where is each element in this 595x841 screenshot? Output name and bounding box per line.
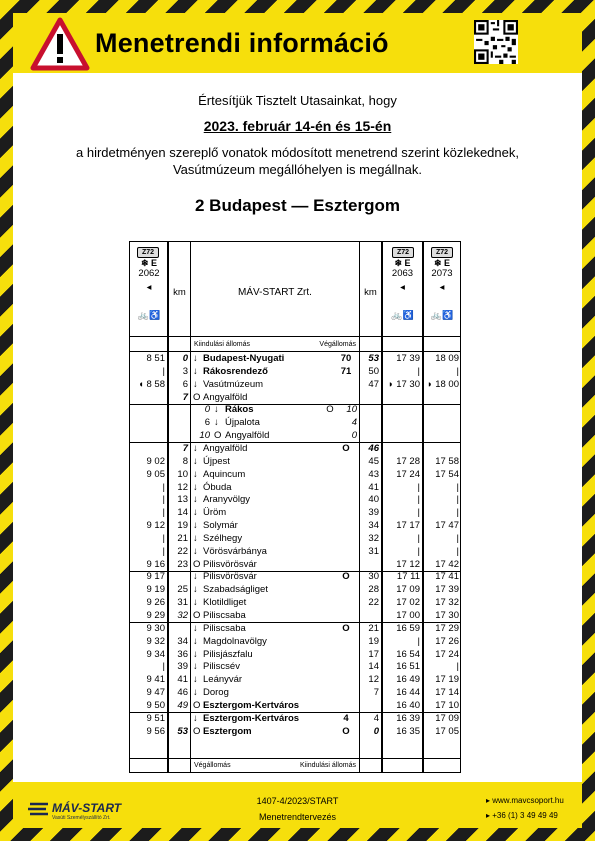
train-time-left: | xyxy=(162,494,165,506)
direction-marker: ↓ xyxy=(193,507,198,519)
footer-direction-left: Végállomás xyxy=(194,762,231,769)
km-right: 28 xyxy=(368,584,379,596)
train-time-right-1: 16 35 xyxy=(396,725,420,737)
station-name: Újpest xyxy=(203,455,230,467)
timetable-badge: Z72 xyxy=(431,247,453,258)
website-link[interactable]: ▸ www.mavcsoport.hu xyxy=(486,796,564,805)
department: Menetrendtervezés xyxy=(258,812,337,822)
km-left: 10 xyxy=(177,468,188,480)
row-divider xyxy=(129,404,461,405)
km-left: 32 xyxy=(177,610,188,621)
train-time-right-1: | xyxy=(417,532,420,544)
station-name: Rákosrendező xyxy=(203,365,268,377)
train-number-right-1: 2063 xyxy=(391,268,414,279)
timetable-badge: Z72 xyxy=(137,247,159,258)
train-time-left: 9 51 xyxy=(146,712,165,724)
train-time-right-1: | xyxy=(417,365,420,377)
station-name: Szabadságliget xyxy=(203,584,268,596)
km-left: 41 xyxy=(177,674,188,686)
train-time-left: 9 34 xyxy=(146,648,165,660)
km-left: 8 xyxy=(182,455,188,467)
train-time-right-2: | xyxy=(456,507,459,519)
station-name: Magdolnavölgy xyxy=(203,635,267,647)
train-number-right-2: 2073 xyxy=(431,268,453,279)
km-right: 41 xyxy=(368,481,379,493)
direction-marker: ↓ xyxy=(193,635,198,647)
station-name: Üröm xyxy=(203,507,227,519)
notice-line-4: Vasútmúzeum megállóhelyen is megállnak. xyxy=(172,162,423,177)
timetable-badge: Z72 xyxy=(392,247,414,258)
train-time-right-1: ◗ 17 30 xyxy=(387,378,420,390)
train-time-left: 9 19 xyxy=(146,584,165,596)
station-name: Leányvár xyxy=(203,674,243,686)
km-right: 47 xyxy=(368,378,379,390)
route-marker: O xyxy=(342,442,350,454)
station-name: Piliscsaba xyxy=(203,610,246,621)
train-time-left: | xyxy=(162,365,165,377)
km-header-right: km xyxy=(364,287,377,298)
train-time-left: | xyxy=(162,545,165,557)
train-time-right-2: 17 54 xyxy=(435,468,459,480)
direction-marker: ↓ xyxy=(193,378,198,390)
document-id: 1407-4/2023/START xyxy=(256,796,339,806)
train-time-left: 9 16 xyxy=(146,558,165,570)
train-time-right-1: 17 00 xyxy=(396,610,420,621)
station-name: Aquincum xyxy=(203,468,246,480)
station-name: Piliscsaba xyxy=(203,622,246,634)
train-time-left: ◖ 8 58 xyxy=(138,378,165,390)
direction-marker: ↓ xyxy=(193,622,198,634)
station-name: Pilisjászfalu xyxy=(203,648,253,660)
train-time-right-2: 17 19 xyxy=(435,674,459,686)
km-right: 53 xyxy=(368,353,379,364)
km-left: 19 xyxy=(177,520,188,532)
km-left: 49 xyxy=(177,699,188,711)
timetable: Z72 ❄ E 2062 ◂ 🚲♿ km MÁV-START Zrt. km Z72 ❄ E 2063 ◂ 🚲♿ Z72 ❄ E 2073 ◂ 🚲♿ Kiindulási állomás Végállomás Végállomás Kiindulási állomás 8 51 0 ↓ Budapest-Nyugati 70 53 17 39 18 09 | 3 ↓ Rákosrendező 71 50 | | ◖ 8 58 6 ↓ Vasútmúzeum 47 ◗ 17 30 ◗ 18 00 7 O Angyalföld 0 ↓ Rákos O 10 6 ↓ Újpalota 4 10 O Angyalföld 0 7 ↓ Angyalföld O 46 9 02 8 ↓ Újpest 45 17 28 17 58 9 05 10 ↓ Aquincum 43 17 24 17 54 | 12 ↓ Óbuda 41 | | | 13 ↓ Aranyvölgy 40 | | | 14 ↓ Üröm 39 | | 9 12 19 ↓ Solymár 34 17 17 17 47 | 21 ↓ Szélhegy 32 | | | 22 ↓ Vörösvárbánya 31 | | 9 16 23 O Pilisvörösvár 17 12 17 42 9 17 ↓ Pilisvörösvár O 30 17 11 17 41 9 19 25 ↓ Szabadságliget 28 17 09 17 39 9 26 31 ↓ Klotildliget 22 17 02 17 32 9 29 32 O Piliscsaba 17 00 17 30 9 30 ↓ Piliscsaba O 21 16 59 17 29 9 32 34 ↓ Magdolnavölgy 19 | 17 26 9 34 36 ↓ Pilisjászfalu 17 16 54 17 24 | 39 ↓ Piliscsév 14 16 51 | 9 41 41 ↓ Leányvár 12 16 49 17 19 9 47 46 ↓ Dorog 7 16 44 17 14 9 50 49 O Esztergom-Kertváros 16 40 17 10 9 51 ↓ Esztergom-Kertváros 4 4 16 39 17 09 9 56 53 O Esztergom O 0 16 35 17 05 xyxy=(0,0,595,841)
train-time-right-1: 17 09 xyxy=(396,584,420,596)
train-time-right-2: 18 09 xyxy=(435,353,459,364)
train-time-right-1: 16 59 xyxy=(396,622,420,634)
km-left: 7 xyxy=(182,442,188,454)
direction-marker: ↓ xyxy=(193,597,198,609)
phone-number: ▸ +36 (1) 3 49 49 49 xyxy=(486,811,558,820)
train-time-right-1: 16 51 xyxy=(396,661,420,673)
station-name: Dorog xyxy=(203,687,229,699)
direction-marker: ↓ xyxy=(193,648,198,660)
train-time-right-1: | xyxy=(417,507,420,519)
direction-right: Végállomás xyxy=(319,341,356,348)
train-time-left: 9 41 xyxy=(146,674,165,686)
train-time-left: | xyxy=(162,481,165,493)
station-name: Pilisvörösvár xyxy=(203,571,257,583)
km-right: 31 xyxy=(368,545,379,557)
km-left: 12 xyxy=(177,481,188,493)
train-time-left: 8 51 xyxy=(146,353,165,364)
footer-direction-right: Kiindulási állomás xyxy=(299,762,356,769)
train-time-right-2: 17 41 xyxy=(435,571,459,583)
direction-marker: O xyxy=(214,430,222,442)
direction-marker: O xyxy=(193,725,201,737)
direction-marker: ↓ xyxy=(193,365,198,377)
route-marker: O xyxy=(342,571,350,583)
km-left: 7 xyxy=(182,391,188,403)
train-time-right-2: 17 10 xyxy=(435,699,459,711)
train-time-right-2: 17 05 xyxy=(435,725,459,737)
operator-name: MÁV-START Zrt. xyxy=(238,287,312,298)
station-name: Újpalota xyxy=(225,417,260,429)
bike-accessible-icon: 🚲♿ xyxy=(430,310,454,320)
km-right: 10 xyxy=(346,404,357,416)
train-time-left: | xyxy=(162,661,165,673)
km-left: 0 xyxy=(182,353,188,364)
train-time-right-2: 17 09 xyxy=(435,712,459,724)
direction-marker: O xyxy=(193,391,201,403)
km-right: 14 xyxy=(368,661,379,673)
km-right: 12 xyxy=(368,674,379,686)
train-time-right-1: 16 39 xyxy=(396,712,420,724)
direction-marker: ↓ xyxy=(193,571,198,583)
km-left: 36 xyxy=(177,648,188,660)
km-right: 45 xyxy=(368,455,379,467)
station-name: Esztergom-Kertváros xyxy=(203,699,300,711)
train-time-left: 9 30 xyxy=(146,622,165,634)
route-marker: 71 xyxy=(340,365,352,377)
route-marker: O xyxy=(326,404,334,416)
km-right: 40 xyxy=(368,494,379,506)
notice-dates: 2023. február 14-én és 15-én xyxy=(203,118,392,134)
direction-marker: ↓ xyxy=(214,404,219,416)
direction-marker: ↓ xyxy=(193,481,198,493)
train-time-right-2: 17 47 xyxy=(435,520,459,532)
station-name: Angyalföld xyxy=(203,391,248,403)
station-name: Solymár xyxy=(203,520,238,532)
train-time-right-1: 16 44 xyxy=(396,687,420,699)
station-name: Aranyvölgy xyxy=(203,494,250,506)
train-time-right-2: 17 42 xyxy=(435,558,459,570)
direction-marker: ↓ xyxy=(193,468,198,480)
train-time-right-1: 17 02 xyxy=(396,597,420,609)
direction-marker: ↓ xyxy=(193,494,198,506)
direction-marker: ↓ xyxy=(193,353,198,364)
direction-marker: ↓ xyxy=(193,520,198,532)
direction-marker: ↓ xyxy=(193,584,198,596)
station-name: Óbuda xyxy=(203,481,232,493)
notice-line-3: a hirdetményen szereplő vonatok módosított menetrend szerint közlekednek, xyxy=(76,145,519,160)
km-right: 21 xyxy=(368,622,379,634)
train-time-right-1: | xyxy=(417,545,420,557)
train-time-left: 9 17 xyxy=(146,571,165,583)
train-time-right-2: 17 30 xyxy=(435,610,459,621)
station-name: Vasútmúzeum xyxy=(203,378,264,390)
train-time-right-1: | xyxy=(417,494,420,506)
route-title: 2 Budapest — Esztergom xyxy=(195,196,400,215)
train-time-right-1: 16 49 xyxy=(396,674,420,686)
train-time-right-2: ◗ 18 00 xyxy=(426,378,459,390)
direction-marker: ↓ xyxy=(193,455,198,467)
km-right: 43 xyxy=(368,468,379,480)
km-right: 7 xyxy=(373,687,379,699)
train-time-right-2: 17 58 xyxy=(435,455,459,467)
route-marker: O xyxy=(342,622,350,634)
train-time-right-2: | xyxy=(456,481,459,493)
km-header-left: km xyxy=(173,287,186,298)
km-right: 50 xyxy=(368,365,379,377)
train-time-right-1: 17 12 xyxy=(396,558,420,570)
station-name: Vörösvárbánya xyxy=(203,545,267,557)
direction-marker: O xyxy=(193,610,201,621)
km-left: 53 xyxy=(177,725,188,737)
km-right: 17 xyxy=(368,648,379,660)
km-left: 14 xyxy=(177,507,188,519)
km-left: 39 xyxy=(177,661,188,673)
km-right: 0 xyxy=(373,725,379,737)
route-marker: 4 xyxy=(343,712,349,724)
station-name: Angyalföld xyxy=(203,442,248,454)
train-time-right-2: | xyxy=(456,365,459,377)
direction-marker: ↓ xyxy=(193,545,198,557)
station-name: Rákos xyxy=(225,404,254,416)
km-left: 10 xyxy=(199,430,210,442)
station-name: Esztergom-Kertváros xyxy=(203,712,300,724)
train-time-left: 9 05 xyxy=(146,468,165,480)
train-time-right-1: 16 40 xyxy=(396,699,420,711)
km-left: 0 xyxy=(204,404,210,416)
train-time-right-2: | xyxy=(456,545,459,557)
km-left: 31 xyxy=(177,597,188,609)
direction-marker: O xyxy=(193,558,201,570)
direction-marker: ↓ xyxy=(193,661,198,673)
station-name: Szélhegy xyxy=(203,532,243,544)
direction-marker: ↓ xyxy=(193,442,198,454)
train-time-right-2: 17 14 xyxy=(435,687,459,699)
train-time-left: 9 50 xyxy=(146,699,165,711)
station-name: Klotildliget xyxy=(203,597,247,609)
page-title: Menetrendi információ xyxy=(95,28,389,58)
train-time-right-1: 17 24 xyxy=(396,468,420,480)
train-time-right-2: | xyxy=(456,494,459,506)
direction-marker: ↓ xyxy=(193,687,198,699)
direction-marker: ↓ xyxy=(193,532,198,544)
km-right: 34 xyxy=(368,520,379,532)
km-right: 22 xyxy=(368,597,379,609)
train-time-right-1: 17 11 xyxy=(396,571,420,583)
train-number-left: 2062 xyxy=(138,268,160,279)
station-name: Pilisvörösvár xyxy=(203,558,257,570)
km-right: 0 xyxy=(351,430,357,442)
train-time-right-1: | xyxy=(417,635,420,647)
km-right: 30 xyxy=(368,571,379,583)
train-time-left: | xyxy=(162,507,165,519)
km-left: 46 xyxy=(177,687,188,699)
km-right: 46 xyxy=(368,442,379,454)
train-time-left: 9 47 xyxy=(146,687,165,699)
km-left: 13 xyxy=(177,494,188,506)
km-right: 4 xyxy=(351,417,357,429)
train-time-left: 9 12 xyxy=(146,520,165,532)
km-left: 34 xyxy=(177,635,188,647)
km-left: 22 xyxy=(177,545,188,557)
bike-accessible-icon: 🚲♿ xyxy=(391,310,414,320)
logo-subtitle: Vasúti Személyszállító Zrt. xyxy=(52,815,111,821)
km-left: 25 xyxy=(177,584,188,596)
train-time-right-2: 17 24 xyxy=(435,648,459,660)
km-left: 21 xyxy=(177,532,188,544)
train-time-left: 9 02 xyxy=(146,455,165,467)
notice-line-1: Értesítjük Tisztelt Utasainkat, hogy xyxy=(198,93,397,108)
train-time-right-1: 17 39 xyxy=(396,353,420,364)
direction-marker: ↓ xyxy=(193,674,198,686)
station-name: Angyalföld xyxy=(225,430,270,442)
direction-left: Kiindulási állomás xyxy=(194,341,251,348)
train-time-right-1: | xyxy=(417,481,420,493)
train-time-left: 9 26 xyxy=(146,597,165,609)
km-right: 4 xyxy=(373,712,379,724)
train-time-left: 9 29 xyxy=(146,610,165,621)
logo-text: MÁV-START xyxy=(52,801,122,815)
train-time-right-2: 17 26 xyxy=(435,635,459,647)
train-time-right-1: 16 54 xyxy=(396,648,420,660)
km-left: 3 xyxy=(182,365,188,377)
bike-accessible-icon: 🚲♿ xyxy=(137,310,161,320)
train-time-left: 9 32 xyxy=(146,635,165,647)
km-right: 19 xyxy=(368,635,379,647)
km-left: 6 xyxy=(204,417,210,429)
station-name: Piliscsév xyxy=(203,661,240,673)
km-left: 6 xyxy=(182,378,188,390)
train-time-right-1: 17 28 xyxy=(396,455,420,467)
km-right: 39 xyxy=(368,507,379,519)
train-time-right-2: | xyxy=(456,532,459,544)
train-time-right-2: 17 32 xyxy=(435,597,459,609)
direction-marker: O xyxy=(193,699,201,711)
train-time-left: | xyxy=(162,532,165,544)
direction-marker: ↓ xyxy=(193,712,198,724)
train-time-right-2: | xyxy=(456,661,459,673)
train-time-right-2: 17 29 xyxy=(435,622,459,634)
km-left: 23 xyxy=(177,558,188,570)
km-right: 32 xyxy=(368,532,379,544)
station-name: Esztergom xyxy=(203,725,252,737)
station-name: Budapest-Nyugati xyxy=(203,353,285,364)
route-marker: 70 xyxy=(340,353,352,364)
direction-marker: ↓ xyxy=(214,417,219,429)
train-time-right-2: 17 39 xyxy=(435,584,459,596)
train-time-left: 9 56 xyxy=(146,725,165,737)
route-marker: O xyxy=(342,725,350,737)
train-time-right-1: 17 17 xyxy=(396,520,420,532)
